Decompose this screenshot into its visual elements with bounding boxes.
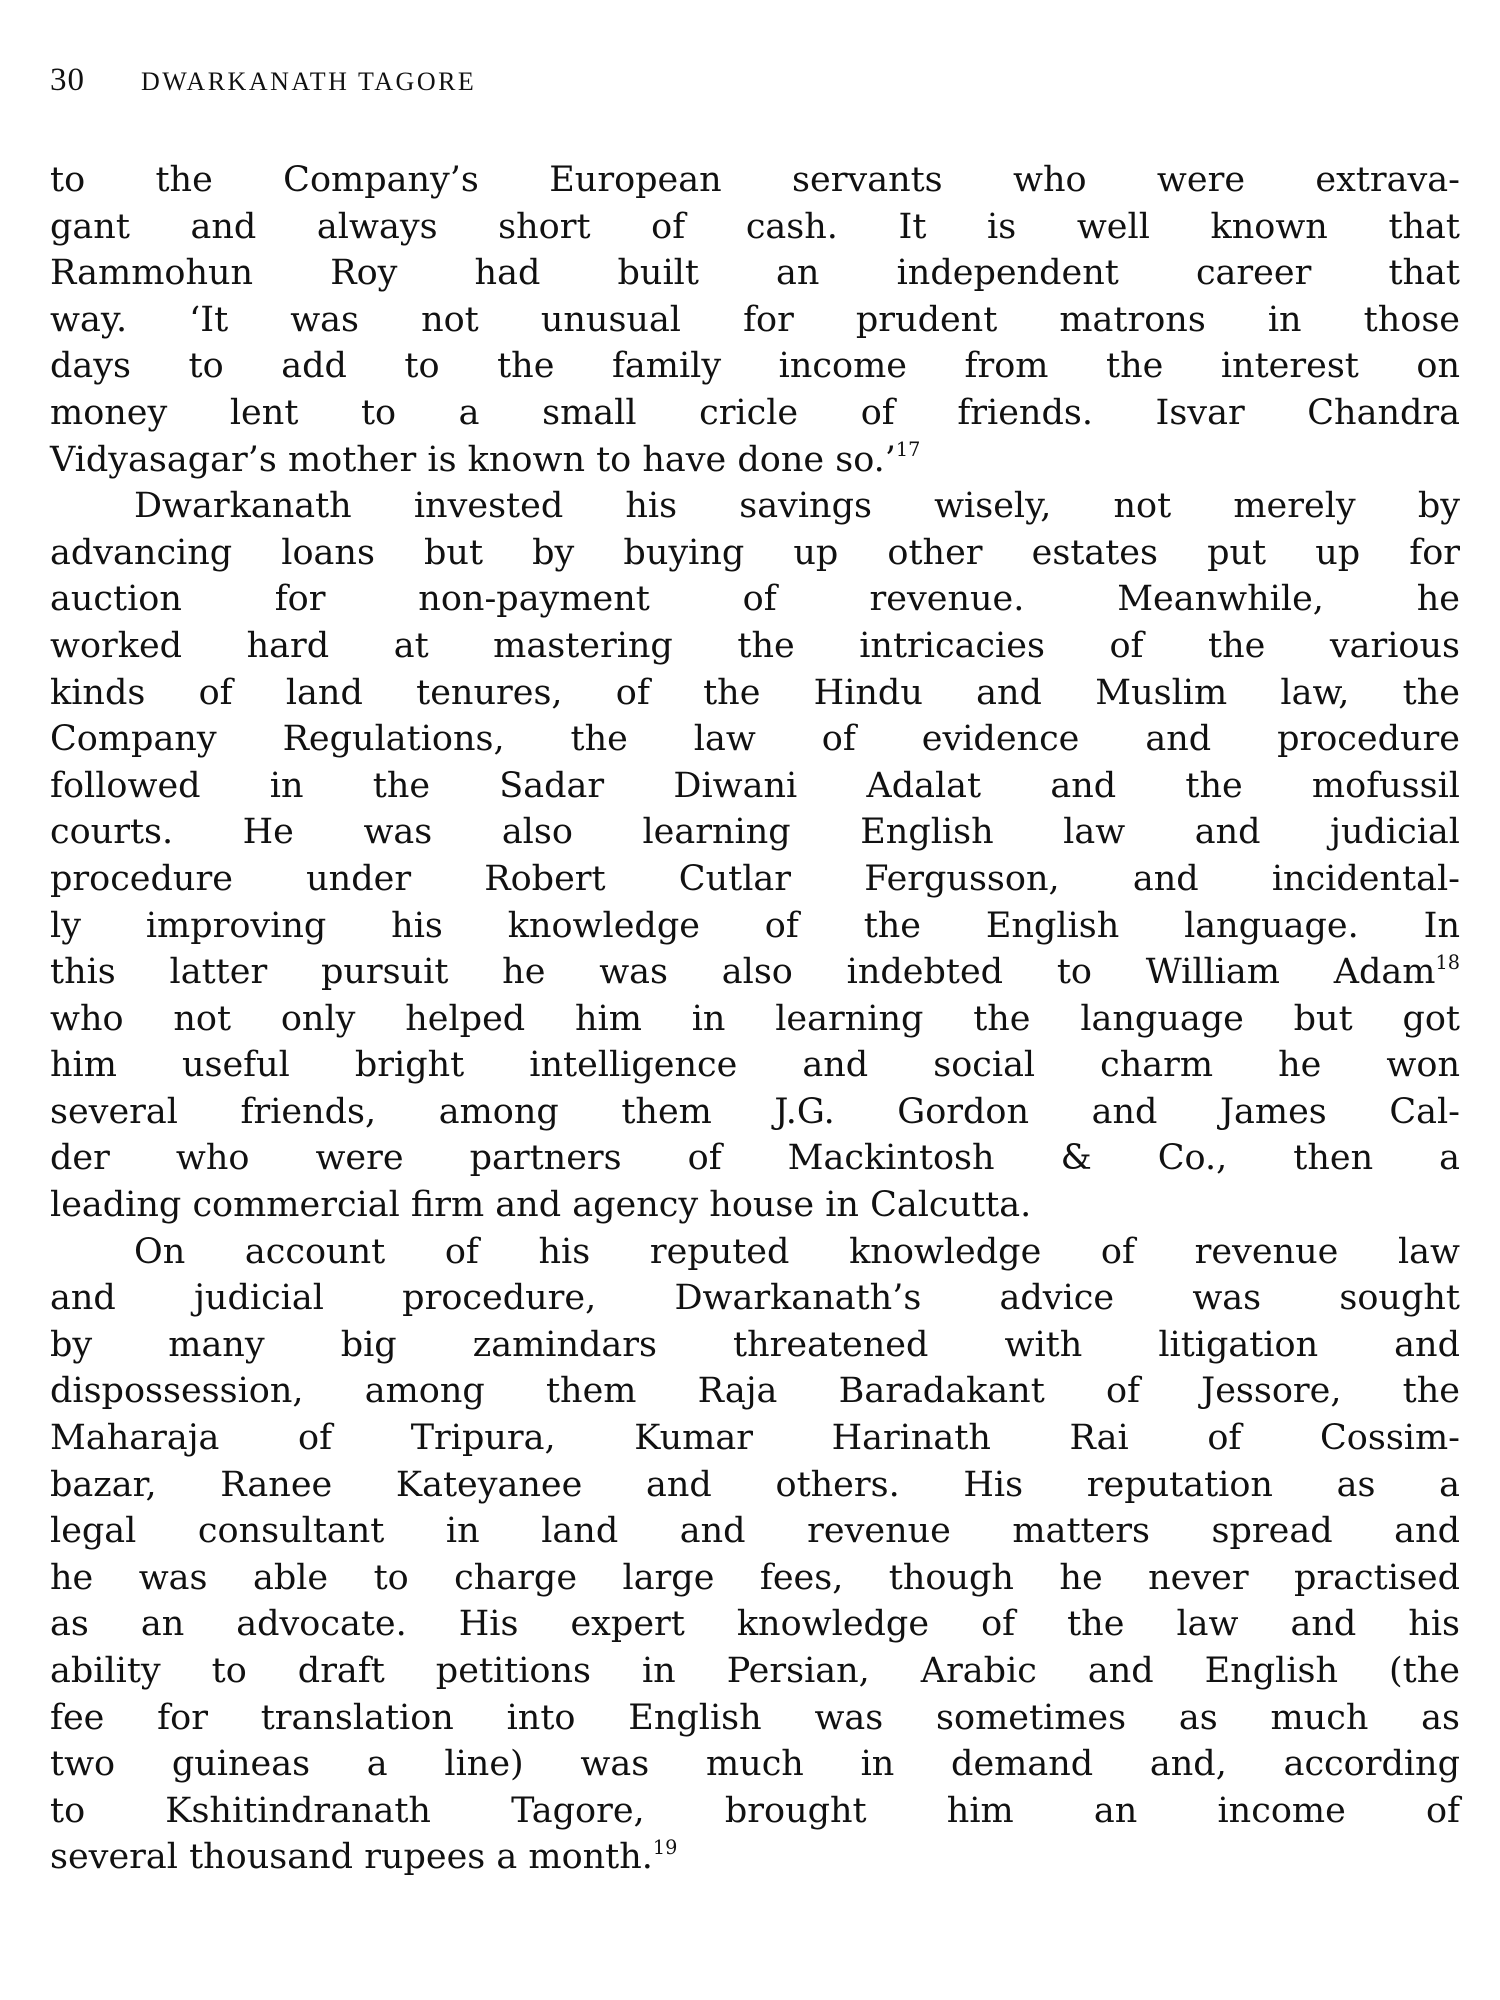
text-line: legal consultant in land and revenue matters spread and (50, 1511, 1460, 1552)
text-line: Rammohun Roy had built an independent career that (50, 253, 1460, 294)
text-line: fee for translation into English was sometimes as much as (50, 1697, 1460, 1738)
text-line: auction for non-payment of revenue. Meanwhile, he (50, 579, 1460, 620)
text-line: two guineas a line) was much in demand and, according (50, 1744, 1460, 1785)
text-line: kinds of land tenures, of the Hindu and Muslim law, the (50, 672, 1460, 713)
text-line: worked hard at mastering the intricacies of the various (50, 625, 1460, 666)
running-head (50, 62, 476, 102)
footnote-ref-18: 18 (1435, 950, 1460, 974)
text-line: leading commercial firm and agency house in Calcutta. (50, 1185, 1032, 1226)
text-line: to Kshitindranath Tagore, brought him an income of (50, 1790, 1460, 1831)
text-line: he was able to charge large fees, though he never practised (50, 1557, 1460, 1598)
text-line: money lent to a small cricle of friends. Isvar Chandra (50, 392, 1460, 433)
text-line: advancing loans but by buying up other estates put up for (50, 532, 1460, 573)
text-line (50, 1834, 1460, 1881)
text-line: several friends, among them J.G. Gordon and James Cal- (50, 1091, 1460, 1132)
text-line: to the Company’s European servants who were extrava- (50, 160, 1460, 200)
page-number: 30 (50, 62, 85, 98)
text-line: courts. He was also learning English law and judicial (50, 812, 1460, 853)
text-line: by many big zamindars threatened with litigation and (50, 1324, 1460, 1365)
text-line: Maharaja of Tripura, Kumar Harinath Rai of Cossim- (50, 1418, 1460, 1459)
text-line: ability to draft petitions in Persian, Arabic and English (the (50, 1651, 1460, 1691)
footnote-ref-17: 17 (895, 437, 921, 461)
text-line: way. ‘It was not unusual for prudent matrons in those (50, 299, 1460, 340)
text-line: On account of his reputed knowledge of revenue law (134, 1231, 1460, 1272)
text-line: days to add to the family income from the interest on (50, 346, 1460, 387)
text-line: ly improving his knowledge of the English language. In (50, 905, 1460, 946)
text-line (50, 949, 1460, 996)
paragraph-2 (50, 483, 1460, 1229)
text-line: him useful bright intelligence and social charm he won (50, 1045, 1460, 1086)
book-page (50, 0, 1460, 2000)
footnote-ref-19: 19 (652, 1835, 678, 1859)
text-line: der who were partners of Mackintosh & Co., then a (50, 1138, 1460, 1179)
text-line: and judicial procedure, Dwarkanath’s advice was sought (50, 1278, 1460, 1319)
text-line: dispossession, among them Raja Baradakant of Jessore, the (50, 1371, 1460, 1412)
text-segment: Vidyasagar’s mother is known to have done so.’ (50, 439, 896, 480)
text-line: procedure under Robert Cutlar Fergusson, and incidental- (50, 858, 1460, 899)
text-line: Company Regulations, the law of evidence and procedure (50, 719, 1460, 760)
text-line: followed in the Sadar Diwani Adalat and the mofussil (50, 765, 1460, 806)
text-segment: several thousand rupees a month. (50, 1837, 653, 1878)
body-text (50, 157, 1460, 1881)
paragraph-1 (50, 157, 1460, 483)
text-line: Dwarkanath invested his savings wisely, not merely by (134, 486, 1460, 527)
text-line: as an advocate. His expert knowledge of the law and his (50, 1604, 1460, 1645)
paragraph-3 (50, 1229, 1460, 1881)
text-segment: this latter pursuit he was also indebted to William Adam (50, 952, 1436, 993)
running-title: DWARKANATH TAGORE (141, 67, 477, 96)
text-line: who not only helped him in learning the language but got (50, 998, 1460, 1039)
text-line: gant and always short of cash. It is well known that (50, 206, 1460, 247)
text-line: bazar, Ranee Kateyanee and others. His reputation as a (50, 1464, 1460, 1505)
text-line (50, 437, 1460, 484)
